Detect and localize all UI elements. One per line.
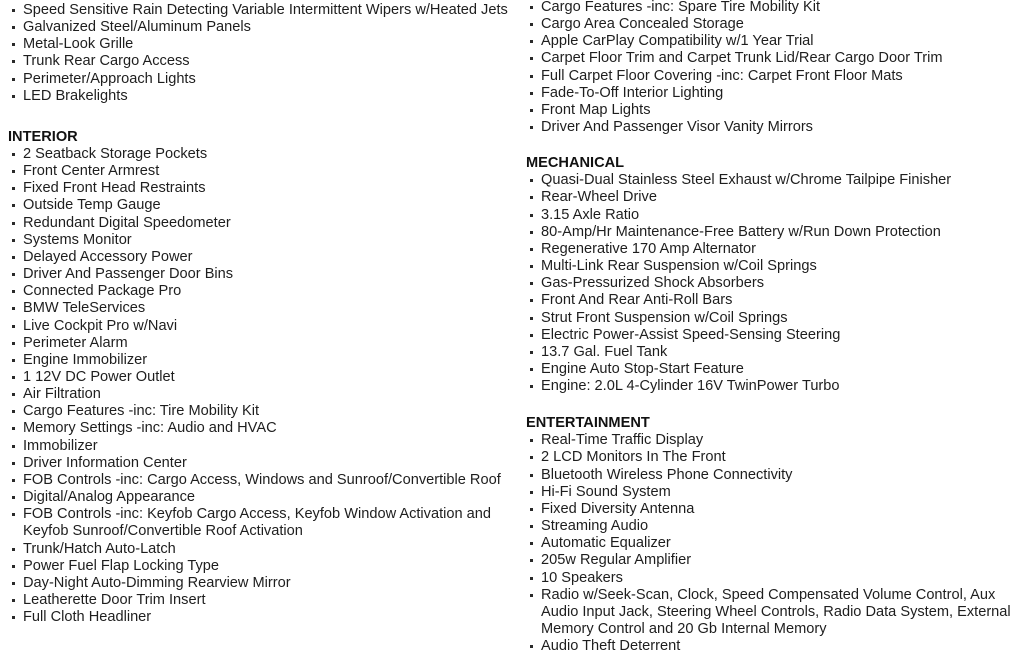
left-column [8,2,508,626]
feature-item: Front Center Armrest [8,163,508,180]
exterior-feature-list [8,2,508,105]
feature-item: Fade-To-Off Interior Lighting [526,85,1022,102]
feature-item: 1 12V DC Power Outlet [8,369,508,386]
mechanical-heading: MECHANICAL [526,155,625,172]
entertainment-heading: ENTERTAINMENT [526,415,650,432]
feature-item: Trunk/Hatch Auto-Latch [8,541,508,558]
feature-item: Digital/Analog Appearance [8,489,508,506]
mechanical-feature-list [526,172,1022,395]
feature-item: Cargo Features -inc: Spare Tire Mobility Kit [526,0,1022,16]
feature-item: Driver And Passenger Door Bins [8,266,508,283]
feature-item: Metal-Look Grille [8,36,508,53]
feature-item: Full Cloth Headliner [8,609,508,626]
feature-item: Driver Information Center [8,455,508,472]
feature-item: Fixed Diversity Antenna [526,501,1022,518]
right-column [526,0,1022,655]
feature-item: Redundant Digital Speedometer [8,215,508,232]
feature-item: Front Map Lights [526,102,1022,119]
feature-item: Leatherette Door Trim Insert [8,592,508,609]
interior-feature-list [8,146,508,626]
feature-item: 2 LCD Monitors In The Front [526,449,1022,466]
feature-item: Cargo Features -inc: Tire Mobility Kit [8,403,508,420]
feature-item: Systems Monitor [8,232,508,249]
feature-item: Engine Auto Stop-Start Feature [526,361,1022,378]
feature-item: Audio Theft Deterrent [526,638,1022,655]
feature-item: Quasi-Dual Stainless Steel Exhaust w/Chrome Tailpipe Finisher [526,172,1022,189]
feature-item: 80-Amp/Hr Maintenance-Free Battery w/Run Down Protection [526,224,1022,241]
feature-item: Driver And Passenger Visor Vanity Mirrors [526,119,1022,136]
feature-item: Memory Settings -inc: Audio and HVAC [8,420,508,437]
feature-item: Apple CarPlay Compatibility w/1 Year Trial [526,33,1022,50]
feature-item: Perimeter Alarm [8,335,508,352]
feature-item: 2 Seatback Storage Pockets [8,146,508,163]
feature-item: 205w Regular Amplifier [526,552,1022,569]
feature-item: 10 Speakers [526,570,1022,587]
interior-heading: INTERIOR [8,128,78,145]
feature-item: LED Brakelights [8,88,508,105]
feature-item: Outside Temp Gauge [8,197,508,214]
feature-item: Multi-Link Rear Suspension w/Coil Springs [526,258,1022,275]
feature-item: 13.7 Gal. Fuel Tank [526,344,1022,361]
feature-item: Regenerative 170 Amp Alternator [526,241,1022,258]
feature-item: FOB Controls -inc: Keyfob Cargo Access, Keyfob Window Activation and Keyfob Sunroof/Convertible Roof Activation [8,506,508,540]
interior-continued-feature-list [526,0,1022,136]
feature-item: Carpet Floor Trim and Carpet Trunk Lid/Rear Cargo Door Trim [526,50,1022,67]
feature-item: Power Fuel Flap Locking Type [8,558,508,575]
feature-item: Perimeter/Approach Lights [8,71,508,88]
feature-item: Radio w/Seek-Scan, Clock, Speed Compensated Volume Control, Aux Audio Input Jack, Steering Wheel Controls, Radio Data System, External Memory Control and 20 Gb Internal Memory [526,587,1022,638]
feature-item: Strut Front Suspension w/Coil Springs [526,310,1022,327]
feature-item: Live Cockpit Pro w/Navi [8,318,508,335]
feature-item: Immobilizer [8,438,508,455]
feature-item: Streaming Audio [526,518,1022,535]
feature-item: Gas-Pressurized Shock Absorbers [526,275,1022,292]
feature-item: Real-Time Traffic Display [526,432,1022,449]
feature-item: Delayed Accessory Power [8,249,508,266]
feature-item: Fixed Front Head Restraints [8,180,508,197]
feature-item: Speed Sensitive Rain Detecting Variable Intermittent Wipers w/Heated Jets [8,2,508,19]
feature-item: Automatic Equalizer [526,535,1022,552]
feature-item: Engine: 2.0L 4-Cylinder 16V TwinPower Turbo [526,378,1022,395]
feature-item: FOB Controls -inc: Cargo Access, Windows and Sunroof/Convertible Roof [8,472,508,489]
feature-item: Day-Night Auto-Dimming Rearview Mirror [8,575,508,592]
feature-item: 3.15 Axle Ratio [526,207,1022,224]
feature-item: Galvanized Steel/Aluminum Panels [8,19,508,36]
feature-item: Electric Power-Assist Speed-Sensing Steering [526,327,1022,344]
feature-item: Rear-Wheel Drive [526,189,1022,206]
feature-item: Engine Immobilizer [8,352,508,369]
feature-item: Air Filtration [8,386,508,403]
feature-item: Full Carpet Floor Covering -inc: Carpet Front Floor Mats [526,68,1022,85]
feature-item: Bluetooth Wireless Phone Connectivity [526,467,1022,484]
feature-item: Cargo Area Concealed Storage [526,16,1022,33]
feature-item: Connected Package Pro [8,283,508,300]
feature-item: Front And Rear Anti-Roll Bars [526,292,1022,309]
feature-item: BMW TeleServices [8,300,508,317]
feature-item: Hi-Fi Sound System [526,484,1022,501]
entertainment-feature-list [526,432,1022,655]
feature-item: Trunk Rear Cargo Access [8,53,508,70]
